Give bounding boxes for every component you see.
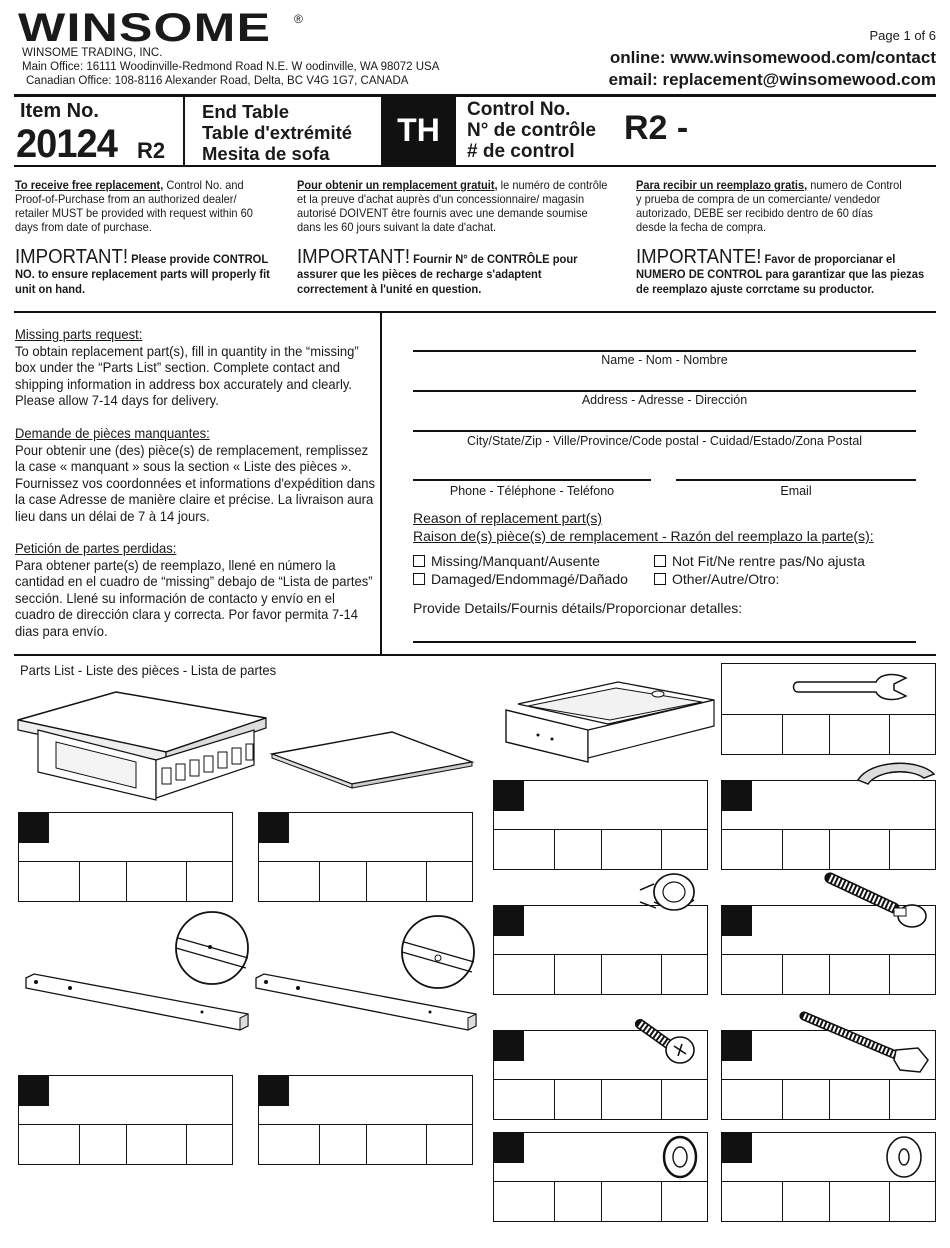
rail-right-drawing <box>254 918 484 1038</box>
address-label: Address - Adresse - Dirección <box>581 393 748 407</box>
part-qty-row[interactable] <box>19 1124 232 1164</box>
section-divider <box>380 311 382 655</box>
item-code-badge: TH <box>381 96 456 165</box>
part-letter-badge <box>259 1076 289 1106</box>
part-qty-row[interactable] <box>494 954 707 994</box>
details-field[interactable] <box>413 641 916 643</box>
missing-parts-en: Missing parts request: To obtain replacement part(s), fill in quantity in the “missing” box under the “Parts List” section. Complete contact and shipping information in address box accurately and clearly. Please allow 7-14 days for delivery. <box>15 326 359 408</box>
part-box[interactable] <box>18 812 233 902</box>
part-letter-badge <box>19 1076 49 1106</box>
important-en: IMPORTANT! Please provide CONTROL NO. to ensure replacement parts will properly fit unit on hand. <box>15 246 270 296</box>
section-rule-1 <box>14 311 936 313</box>
part-box[interactable] <box>721 780 936 870</box>
option-other[interactable]: Other/Autre/Otro: <box>654 571 779 587</box>
rail-left-drawing <box>22 918 252 1038</box>
missing-parts-fr: Demande de pièces manquantes: Pour obtenir une (des) pièce(s) de remplacement, remplissez la case « manquant » sous la section « Liste des pièces ». Fournissez vos coordonnées et informations d'expédition dans la case Adresse de manière claire et précise. La livraison aura lieu dans un délai de 7 à 14 jours. <box>15 425 376 524</box>
screw-overlay <box>636 1018 698 1066</box>
replacement-info-fr: Pour obtenir un remplacement gratuit, le numéro de contrôle et la preuve d'achat auprès d'un concessionnaire/ magasin autorisé DOIVENT être fournis avec une demande soumise dans les 60 jours suivant la date d'achat. <box>297 178 608 234</box>
cam-lock-overlay <box>636 872 698 918</box>
part-qty-row[interactable] <box>494 1079 707 1119</box>
city-label: City/State/Zip - Ville/Province/Code postal - Cuidad/Estado/Zona Postal <box>466 434 863 448</box>
main-office: Main Office: 16111 Woodinville-Redmond Road N.E. W oodinville, WA 98072 USA <box>22 61 440 73</box>
contact-online[interactable]: online: www.winsomewood.com/contact <box>609 48 936 67</box>
city-field[interactable] <box>413 430 916 432</box>
company-name: WINSOME TRADING, INC. <box>22 47 163 59</box>
email-field[interactable] <box>676 479 916 481</box>
part-qty-row[interactable] <box>259 861 472 901</box>
shelf-panel-drawing <box>268 730 474 790</box>
control-label-es: # de control <box>467 141 575 162</box>
phone-label: Phone - Téléphone - Teléfono <box>449 484 615 498</box>
product-name-es: Mesita de sofa <box>202 143 330 164</box>
part-box[interactable] <box>493 780 708 870</box>
part-box[interactable] <box>18 1075 233 1165</box>
header-divider <box>183 94 185 166</box>
brand-logo: WINSOME <box>18 6 272 50</box>
phone-field[interactable] <box>413 479 651 481</box>
part-letter-badge <box>19 813 49 843</box>
reason-subtitle: Raison de(s) pièce(s) de remplacement - Razón del reemplazo la parte(s): <box>413 528 874 544</box>
section-rule-2 <box>14 654 936 656</box>
header-bottom-rule <box>14 165 936 167</box>
part-box[interactable] <box>258 812 473 902</box>
product-name-en: End Table <box>202 101 290 122</box>
long-bolt-overlay <box>800 1010 932 1074</box>
page-number: Page 1 of 6 <box>869 28 936 43</box>
part-qty-row[interactable] <box>259 1124 472 1164</box>
part-letter-badge <box>259 813 289 843</box>
part-letter-badge <box>722 1133 752 1163</box>
control-labels <box>467 99 596 162</box>
missing-checkbox[interactable] <box>413 555 425 567</box>
drawer-drawing <box>498 680 716 762</box>
part-letter-badge <box>722 1031 752 1061</box>
part-letter-badge <box>494 1133 524 1163</box>
replacement-info-en: To receive free replacement, Control No. and Proof-of-Purchase from an authorized dealer/ retailer MUST be provided with request within 60 days from date of purchase. <box>15 178 253 234</box>
control-value: R2 - <box>624 109 689 147</box>
part-letter-badge <box>722 906 752 936</box>
product-name-fr: Table d'extrémité <box>202 122 353 143</box>
part-box[interactable] <box>258 1075 473 1165</box>
email-label: Email <box>780 484 812 498</box>
lock-washer-overlay <box>658 1132 702 1182</box>
control-label-fr: N° de contrôle <box>467 120 597 141</box>
cam-bolt-overlay <box>826 870 938 930</box>
part-letter-badge <box>494 1031 524 1061</box>
option-missing[interactable]: Missing/Manquant/Ausente <box>413 553 600 569</box>
contact-email[interactable]: email: replacement@winsomewood.com <box>608 70 936 89</box>
item-revision: R2 <box>137 138 166 163</box>
name-field[interactable] <box>413 350 916 352</box>
part-qty-row[interactable] <box>722 1181 935 1221</box>
damaged-checkbox[interactable] <box>413 573 425 585</box>
part-letter-badge <box>494 906 524 936</box>
part-qty-row[interactable] <box>494 829 707 869</box>
part-qty-row[interactable] <box>722 714 935 754</box>
product-names <box>202 101 352 164</box>
missing-parts-es: Petición de partes perdidas: Para obtener parte(s) de reemplazo, llené en número la cantidad en el cuadro de “missing” debajo de “Lista de partes” sección. Llené su información de contacto y envío en el cuadro de dirección clara y correcta. Por favor permita 7-14 dias para envío. <box>15 540 373 639</box>
part-letter-badge <box>722 781 752 811</box>
part-box[interactable] <box>493 905 708 995</box>
part-qty-row[interactable] <box>722 829 935 869</box>
reason-title: Reason of replacement part(s) <box>413 510 603 526</box>
details-label: Provide Details/Fournis détails/Proporcionar detalles: <box>413 600 743 616</box>
item-label: Item No. <box>20 100 99 122</box>
drawer-handle-overlay <box>854 760 938 788</box>
canadian-office: Canadian Office: 108-8116 Alexander Road, Delta, BC V4G 1G7, CANADA <box>26 75 409 87</box>
not-fit-checkbox[interactable] <box>654 555 666 567</box>
flat-washer-overlay <box>882 1132 926 1182</box>
header-top-rule <box>14 94 936 97</box>
parts-list-title: Parts List - Liste des pièces - Lista de partes <box>20 662 277 678</box>
option-not-fit[interactable]: Not Fit/Ne rentre pas/No ajusta <box>654 553 865 569</box>
important-es: IMPORTANTE! Favor de proporcianar el NUMERO DE CONTROL para garantizar que las piezas de reemplazo ajuste corrctame su productor. <box>636 246 925 296</box>
part-qty-row[interactable] <box>494 1181 707 1221</box>
part-qty-row[interactable] <box>722 954 935 994</box>
address-field[interactable] <box>413 390 916 392</box>
registered-mark: ® <box>294 12 303 26</box>
part-letter-badge <box>494 781 524 811</box>
name-label: Name - Nom - Nombre <box>601 353 728 367</box>
table-top-assembly-drawing <box>16 690 268 800</box>
item-number: 20124 <box>16 122 117 166</box>
control-label-en: Control No. <box>467 99 571 120</box>
wrench-overlay <box>790 672 910 702</box>
replacement-info-es: Para recibir un reemplazo gratis, numero de Control y prueba de compra de un comerciante/ vendedor autorizado, DEBE ser recibido dentro de 60 días desde la fecha de compra. <box>636 178 902 234</box>
part-qty-row[interactable] <box>19 861 232 901</box>
important-fr: IMPORTANT! Fournir N° de CONTRÔLE pour assurer que les pièces de recharge s'adaptent correctement à l'unité en question. <box>297 246 578 296</box>
option-damaged[interactable]: Damaged/Endommagé/Dañado <box>413 571 628 587</box>
other-checkbox[interactable] <box>654 573 666 585</box>
part-qty-row[interactable] <box>722 1079 935 1119</box>
